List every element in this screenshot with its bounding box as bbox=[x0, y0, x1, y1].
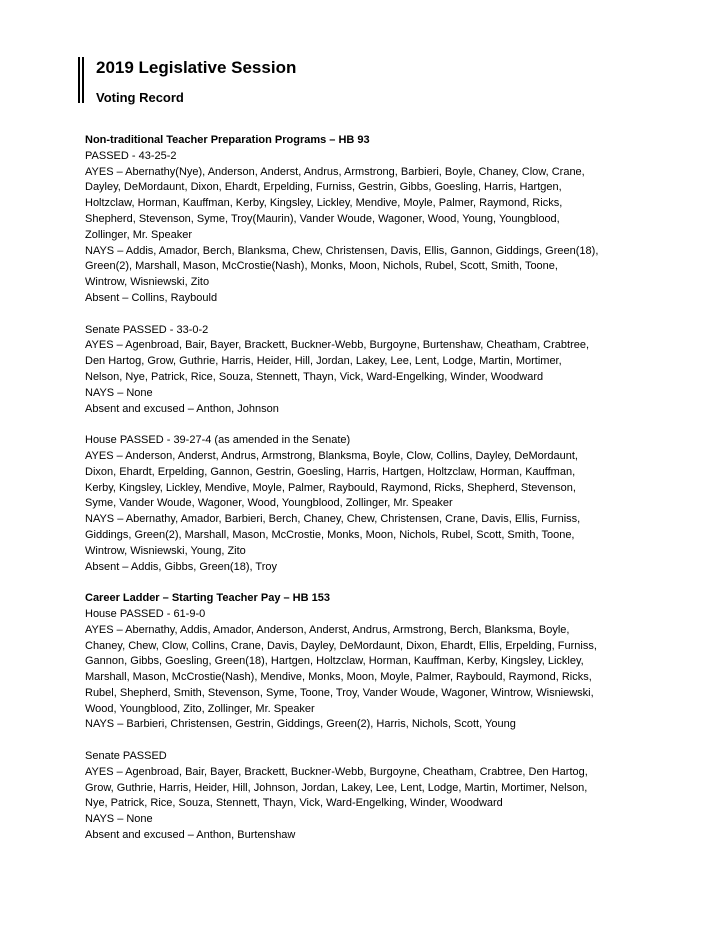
ayes-line: Gannon, Gibbs, Goesling, Green(18), Hartgen, Holtzclaw, Horman, Kauffman, Kerby, Kingsley, Lickley, bbox=[85, 655, 584, 668]
nays-line: NAYS – Addis, Amador, Berch, Blanksma, Chew, Christensen, Davis, Ellis, Gannon, Giddings, Green(18), bbox=[85, 244, 599, 257]
absent-line: Absent and excused – Anthon, Burtenshaw bbox=[85, 829, 296, 842]
ayes-line: Wood, Youngblood, Zito, Zollinger, Mr. Speaker bbox=[85, 702, 315, 715]
nays-line: Green(2), Marshall, Mason, McCrostie(Nash), Monks, Moon, Nichols, Rubel, Scott, Smith, Toone, bbox=[85, 260, 558, 273]
ayes-line: Rubel, Shepherd, Smith, Stevenson, Syme, Toone, Troy, Vander Woude, Wagoner, Wintrow, Wisniewski, bbox=[85, 686, 594, 699]
ayes-line: Marshall, Mason, McCrostie(Nash), Mendive, Monks, Moon, Moyle, Palmer, Raybould, Raymond, Ricks, bbox=[85, 671, 592, 684]
absent-line: Absent – Collins, Raybould bbox=[85, 291, 218, 304]
ayes-line: AYES – Abernathy, Addis, Amador, Anderson, Anderst, Andrus, Armstrong, Berch, Blanksma, Boyle, bbox=[85, 623, 570, 636]
ayes-line: AYES – Anderson, Anderst, Andrus, Armstrong, Blanksma, Boyle, Clow, Collins, Dayley, DeMordaunt, bbox=[85, 449, 578, 462]
bill-section-hb93 bbox=[85, 133, 645, 575]
header-rule-bar bbox=[78, 57, 80, 103]
ayes-line: Grow, Guthrie, Harris, Heider, Hill, Johnson, Jordan, Lakey, Lee, Lent, Lodge, Martin, Mortimer, Nelson, bbox=[85, 781, 588, 794]
ayes-line: Nelson, Nye, Patrick, Rice, Souza, Stennett, Thayn, Vick, Ward-Engelking, Winder, Woodward bbox=[85, 370, 544, 383]
paragraph-spacer bbox=[85, 417, 645, 433]
vote-result: Senate PASSED bbox=[85, 750, 167, 763]
ayes-line: AYES – Agenbroad, Bair, Bayer, Brackett, Buckner-Webb, Burgoyne, Cheatham, Crabtree, Den Hartog, bbox=[85, 765, 588, 778]
document-subtitle: Voting Record bbox=[96, 90, 184, 105]
section-spacer bbox=[85, 575, 645, 591]
header-rule bbox=[78, 57, 86, 103]
ayes-line: Kerby, Kingsley, Lickley, Mendive, Moyle, Palmer, Raybould, Raymond, Ricks, Shepherd, Stevenson, bbox=[85, 481, 576, 494]
bill-section-hb153 bbox=[85, 591, 645, 844]
paragraph-spacer bbox=[85, 733, 645, 749]
vote-result: House PASSED - 39-27-4 (as amended in the Senate) bbox=[85, 434, 351, 447]
nays-line: NAYS – None bbox=[85, 386, 153, 399]
absent-line: Absent – Addis, Gibbs, Green(18), Troy bbox=[85, 560, 277, 573]
vote-result: House PASSED - 61-9-0 bbox=[85, 607, 206, 620]
ayes-line: AYES – Abernathy(Nye), Anderson, Anderst, Andrus, Armstrong, Barbieri, Boyle, Chaney, Clow, Crane, bbox=[85, 165, 585, 178]
ayes-line: AYES – Agenbroad, Bair, Bayer, Brackett, Buckner-Webb, Burgoyne, Burtenshaw, Cheatham, Crabtree, bbox=[85, 339, 590, 352]
bill-heading: Career Ladder – Starting Teacher Pay – HB 153 bbox=[85, 592, 330, 605]
ayes-line: Dayley, DeMordaunt, Dixon, Ehardt, Erpelding, Furniss, Gestrin, Gibbs, Goesling, Harris, Hartgen, bbox=[85, 181, 562, 194]
nays-line: Wintrow, Wisniewski, Young, Zito bbox=[85, 544, 246, 557]
voting-record-body bbox=[85, 133, 645, 844]
nays-line: NAYS – Abernathy, Amador, Barbieri, Berch, Chaney, Chew, Christensen, Crane, Davis, Ellis, Furniss, bbox=[85, 513, 581, 526]
ayes-line: Syme, Vander Woude, Wagoner, Wood, Youngblood, Zollinger, Mr. Speaker bbox=[85, 497, 453, 510]
ayes-line: Shepherd, Stevenson, Syme, Troy(Maurin), Vander Woude, Wagoner, Wood, Young, Youngblood, bbox=[85, 212, 560, 225]
document-title: 2019 Legislative Session bbox=[96, 58, 297, 77]
header-rule-bar bbox=[82, 57, 84, 103]
nays-line: NAYS – Barbieri, Christensen, Gestrin, Giddings, Green(2), Harris, Nichols, Scott, Young bbox=[85, 718, 516, 731]
bill-heading: Non-traditional Teacher Preparation Programs – HB 93 bbox=[85, 134, 370, 146]
ayes-line: Chaney, Chew, Clow, Collins, Crane, Davis, Dayley, DeMordaunt, Dixon, Ehardt, Ellis, Erpelding, Furniss, bbox=[85, 639, 597, 652]
paragraph-spacer bbox=[85, 307, 645, 323]
nays-line: NAYS – None bbox=[85, 813, 153, 826]
nays-line: Giddings, Green(2), Marshall, Mason, McCrostie, Monks, Moon, Nichols, Rubel, Scott, Smith, Toone, bbox=[85, 528, 575, 541]
ayes-line: Nye, Patrick, Rice, Souza, Stennett, Thayn, Vick, Ward-Engelking, Winder, Woodward bbox=[85, 797, 503, 810]
ayes-line: Den Hartog, Grow, Guthrie, Harris, Heider, Hill, Jordan, Lakey, Lee, Lent, Lodge, Martin, Mortimer, bbox=[85, 355, 562, 368]
ayes-line: Dixon, Ehardt, Erpelding, Gannon, Gestrin, Goesling, Harris, Hartgen, Holtzclaw, Horman, Kauffman, bbox=[85, 465, 576, 478]
ayes-line: Holtzclaw, Horman, Kauffman, Kerby, Kingsley, Lickley, Mendive, Moyle, Palmer, Raymond, Ricks, bbox=[85, 197, 563, 210]
nays-line: Wintrow, Wisniewski, Zito bbox=[85, 276, 210, 289]
absent-line: Absent and excused – Anthon, Johnson bbox=[85, 402, 279, 415]
ayes-line: Zollinger, Mr. Speaker bbox=[85, 228, 192, 241]
vote-result: Senate PASSED - 33-0-2 bbox=[85, 323, 209, 336]
vote-result: PASSED - 43-25-2 bbox=[85, 149, 177, 162]
